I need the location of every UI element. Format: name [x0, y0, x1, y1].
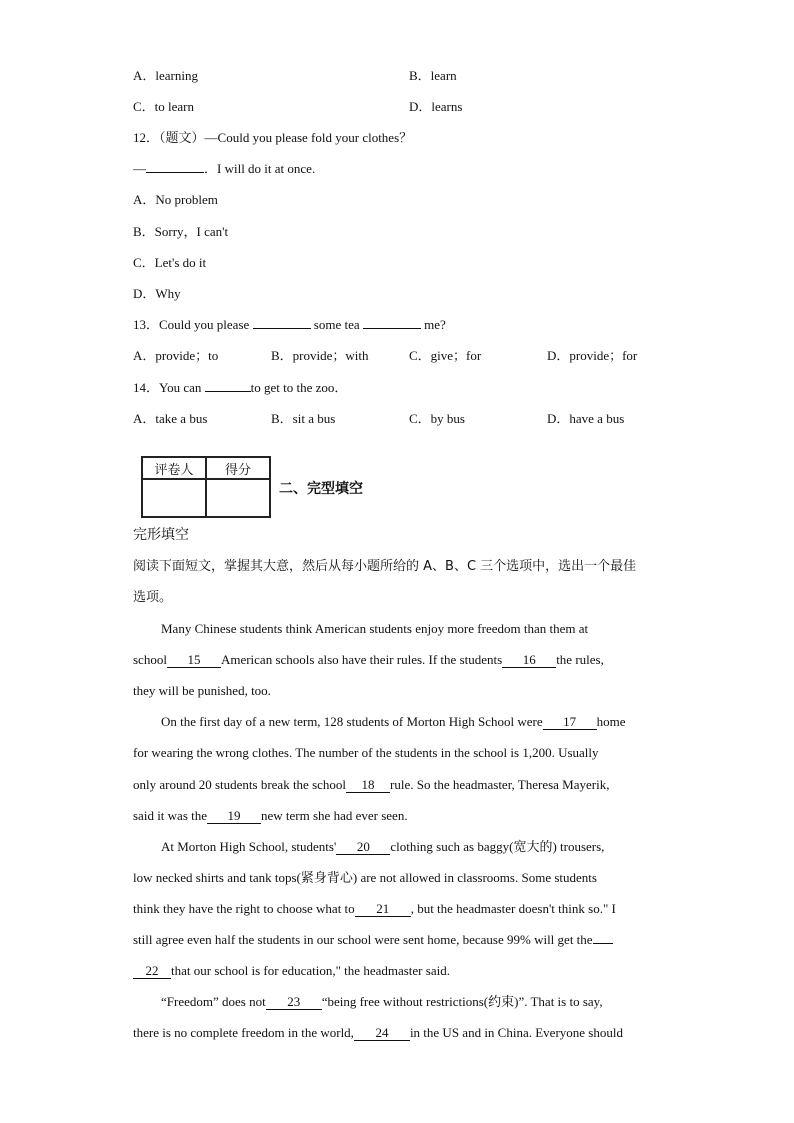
passage-line: Many Chinese students think American students enjoy more freedom than them at: [161, 621, 589, 636]
q13-option-c: C．give；for: [409, 348, 482, 363]
passage-line: they will be punished, too.: [133, 683, 271, 698]
q13-option-d: D．provide；for: [547, 348, 638, 363]
q11-option-b: B．learn: [409, 68, 457, 83]
q13-stem: 13．Could you please some tea me?: [133, 317, 446, 332]
passage-line: school 15 American schools also have their rules. If the students 16 the rules,: [133, 652, 604, 667]
q14-option-d: D．have a bus: [547, 411, 625, 426]
passage-line: low necked shirts and tank tops(紧身背心) are not allowed in classrooms. Some students: [133, 870, 597, 885]
q11-option-c: C．to learn: [133, 99, 195, 114]
passage-line: only around 20 students break the school 18 rule. So the headmaster, Theresa Mayerik,: [133, 777, 610, 792]
q13-blank-1: [253, 328, 311, 329]
q12-option-d: D．Why: [133, 286, 181, 301]
passage-line: “Freedom” does not 23 “being free without restrictions(约束)”. That is to say,: [161, 994, 603, 1009]
q13-blank-2: [363, 328, 421, 329]
grader-cell: [142, 479, 206, 517]
passage-line: On the first day of a new term, 128 students of Morton High School were 17 home: [161, 714, 626, 729]
q12-reply: — ．I will do it at once.: [133, 161, 316, 176]
blank-19: 19: [207, 808, 261, 824]
passage-line: there is no complete freedom in the world, 24 in the US and in China. Everyone should: [133, 1025, 623, 1040]
blank-18: 18: [346, 777, 390, 793]
blank-23: 23: [266, 994, 322, 1010]
passage-line: 22 that our school is for education," the headmaster said.: [133, 962, 663, 980]
passage-line: said it was the 19 new term she had ever seen.: [133, 808, 408, 823]
q13-option-a: A．provide；to: [133, 348, 219, 363]
passage-line: still agree even half the students in our school were sent home, because 99% will get the: [133, 931, 663, 949]
q12-option-a: A．No problem: [133, 192, 218, 207]
blank-15: 15: [167, 652, 221, 668]
q12-stem: 12．（题文）—Could you please fold your clothes？: [133, 130, 413, 146]
blank-16: 16: [502, 652, 556, 668]
q12-option-c: C．Let's do it: [133, 255, 207, 270]
q14-stem: 14．You can to get to the zoo．: [133, 380, 348, 395]
passage-line: for wearing the wrong clothes. The number of the students in the school is 1,200. Usually: [133, 745, 599, 760]
passage-line: At Morton High School, students' 20 clothing such as baggy(宽大的) trousers,: [161, 839, 605, 854]
score-table: [141, 456, 271, 518]
blank-17: 17: [543, 714, 597, 730]
q13-option-b: B．provide；with: [271, 348, 369, 363]
blank-22-start: [593, 943, 613, 944]
grader-header: 评卷人: [142, 457, 206, 479]
q14-option-c: C．by bus: [409, 411, 465, 426]
q12-blank: [146, 172, 204, 173]
blank-20: 20: [336, 839, 390, 855]
q14-option-a: A．take a bus: [133, 411, 208, 426]
score-header: 得分: [206, 457, 270, 479]
blank-24: 24: [354, 1025, 410, 1041]
q11-option-a: A．learning: [133, 68, 198, 83]
blank-22: 22: [133, 963, 171, 979]
passage-line: think they have the right to choose what to 21 , but the headmaster doesn't think so." I: [133, 901, 616, 916]
score-cell: [206, 479, 270, 517]
q11-option-d: D．learns: [409, 99, 463, 114]
q14-blank: [205, 391, 251, 392]
section-title: 二、完型填空: [279, 481, 363, 497]
q14-option-b: B．sit a bus: [271, 411, 336, 426]
section-subtitle: 完形填空: [133, 527, 189, 543]
section-instruction: 阅读下面短文，掌握其大意，然后从每小题所给的 A、B、C 三个选项中，选出一个最佳: [133, 559, 637, 574]
blank-21: 21: [355, 901, 411, 917]
section-instruction-cont: 选项。: [133, 590, 173, 605]
q12-option-b: B．Sorry，I can't: [133, 224, 229, 239]
